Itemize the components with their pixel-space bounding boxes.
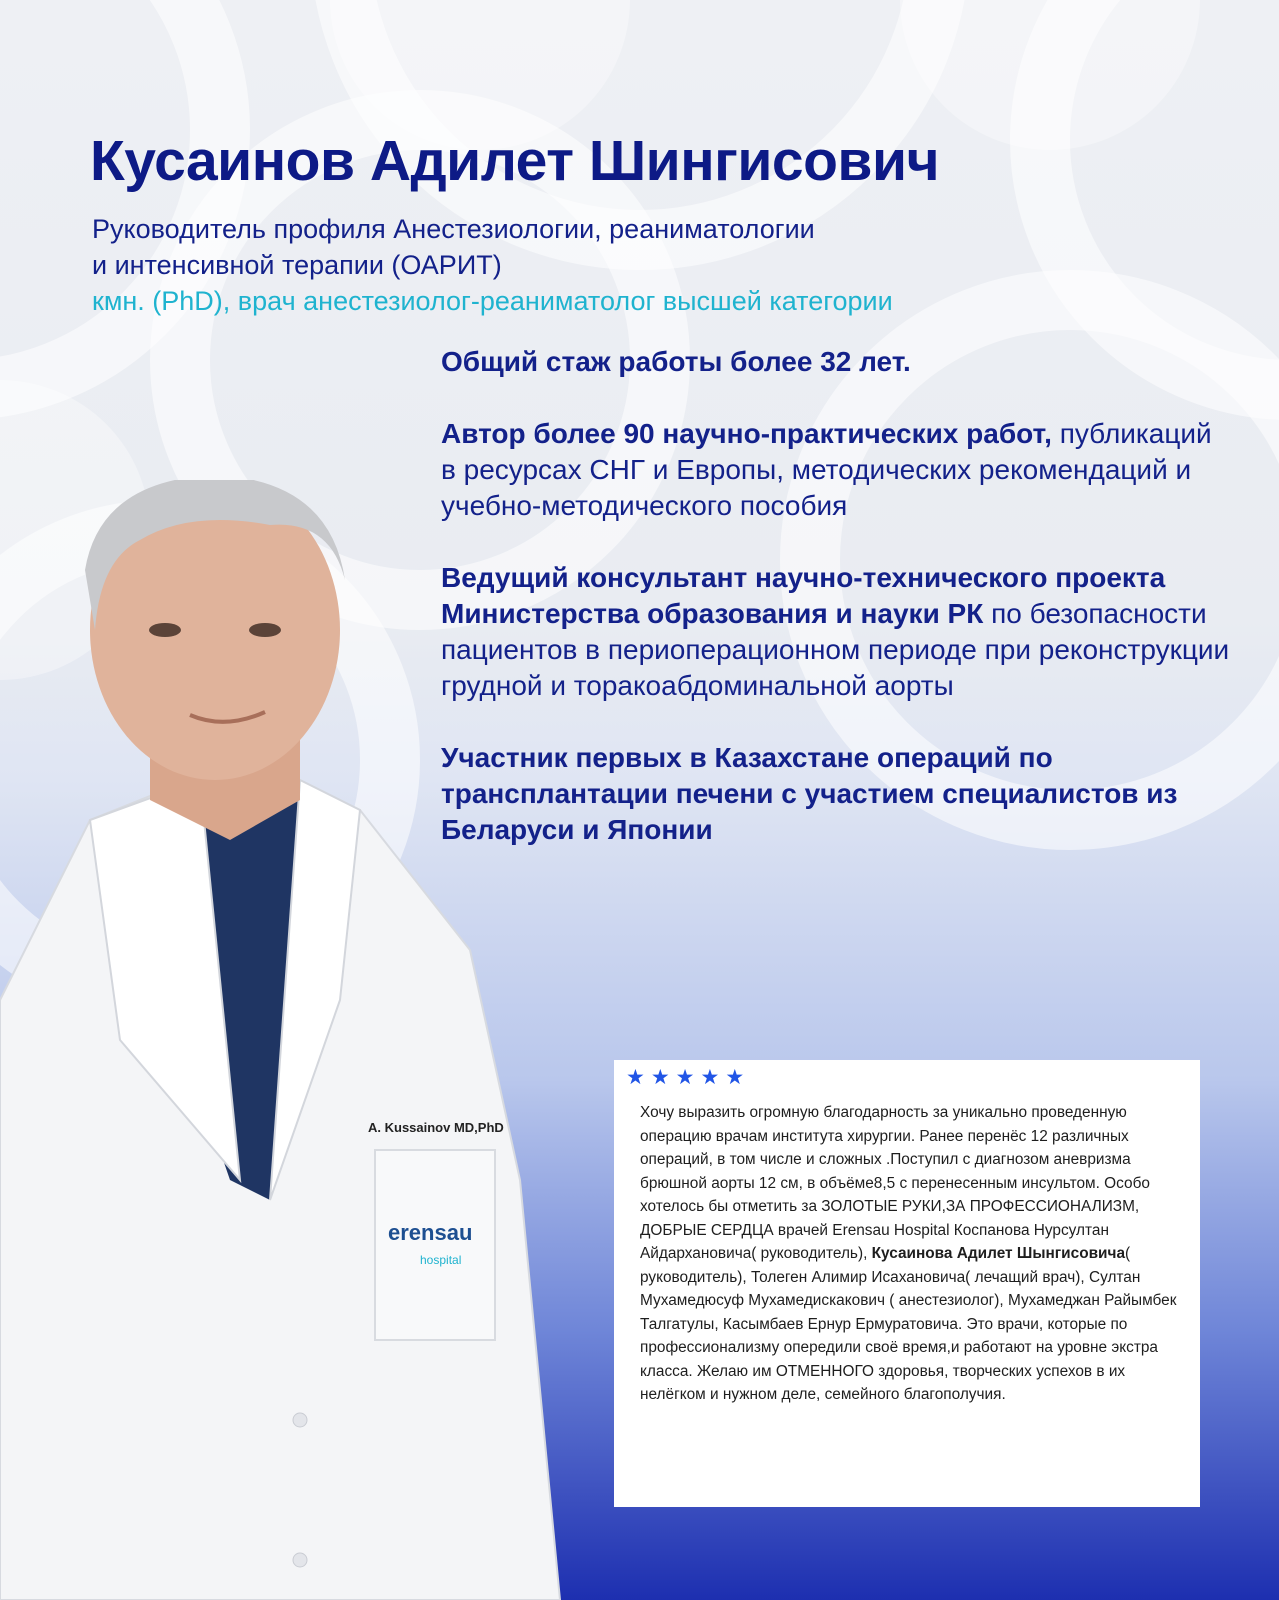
fact-bold: Общий стаж работы более 32 лет.	[441, 346, 911, 377]
coat-pocket	[375, 1150, 495, 1340]
coat-logo-sub: hospital	[420, 1253, 462, 1267]
doctor-degree: кмн. (PhD), врач анестезиолог-реаниматолог высшей категории	[92, 286, 893, 316]
fact-publications	[441, 416, 1231, 524]
doctor-position	[92, 211, 893, 319]
doctor-name: Кусаинов Адилет Шингисович	[90, 129, 940, 193]
review-card	[614, 1060, 1200, 1507]
star-icon: ★	[675, 1066, 695, 1089]
fact-text: публикаций в ресурсах СНГ и Европы, методических рекомендаций и учебно-методического пособия	[441, 418, 1212, 521]
facts-list	[441, 344, 1231, 884]
position-line-2: и интенсивной терапии (ОАРИТ)	[92, 250, 502, 280]
review-text	[640, 1101, 1188, 1407]
fact-bold: Автор более 90 научно-практических работ,	[441, 418, 1052, 449]
rating-stars	[626, 1065, 744, 1091]
star-icon: ★	[626, 1066, 645, 1089]
position-line-1: Руководитель профиля Анестезиологии, реаниматологии	[92, 214, 815, 244]
fact-experience	[441, 344, 1231, 380]
review-text-part: ( руководитель), Толеген Алимир Исахановича( лечащий врач), Султан Мухамедюсуф Мухамедискакович ( анестезиолог), Мухамеджан Райымбек Талгатулы, Касымбаев Ернур Ермуратовича. Это врачи, которые по профессионализму опередили своё время,и работают на уровне экстра класса. Желаю им ОТМЕННОГО здоровья, творческих успехов в их нелёгком и нужном деле, семейного благополучия.	[640, 1245, 1177, 1403]
star-icon: ★	[650, 1066, 670, 1089]
coat-badge: A. Kussainov MD,PhD	[368, 1120, 504, 1135]
fact-bold: Участник первых в Казахстане операций по трансплантации печени с участием специалистов из Беларуси и Японии	[441, 742, 1178, 845]
review-highlight: Кусаинова Адилет Шынгисовича	[871, 1245, 1126, 1262]
star-icon: ★	[725, 1066, 745, 1089]
fact-transplant	[441, 740, 1231, 848]
fact-consultant	[441, 560, 1231, 704]
star-icon: ★	[700, 1066, 720, 1089]
review-text-part: Хочу выразить огромную благодарность за уникально проведенную операцию врачам института хирургии. Ранее перенёс 12 различных операций, в том числе и сложных .Поступил с диагнозом аневризма брюшной аорты 12 см, в объёме8,5 с перенесенным инсультом. Особо хотелось бы отметить за ЗОЛОТЫЕ РУКИ,ЗА ПРОФЕССИОНАЛИЗМ, ДОБРЫЕ СЕРДЦА врачей Erensau Hospital Коспанова Нурсултан Айдархановича( руководитель),	[640, 1104, 1150, 1262]
coat-logo: erensau	[388, 1220, 473, 1245]
fact-text: по безопасности пациентов в периоперационном периоде при реконструкции грудной и торакоабдоминальной аорты	[441, 598, 1230, 701]
fact-bold: Ведущий консультант научно-технического проекта Министерства образования и науки РК	[441, 562, 1166, 629]
